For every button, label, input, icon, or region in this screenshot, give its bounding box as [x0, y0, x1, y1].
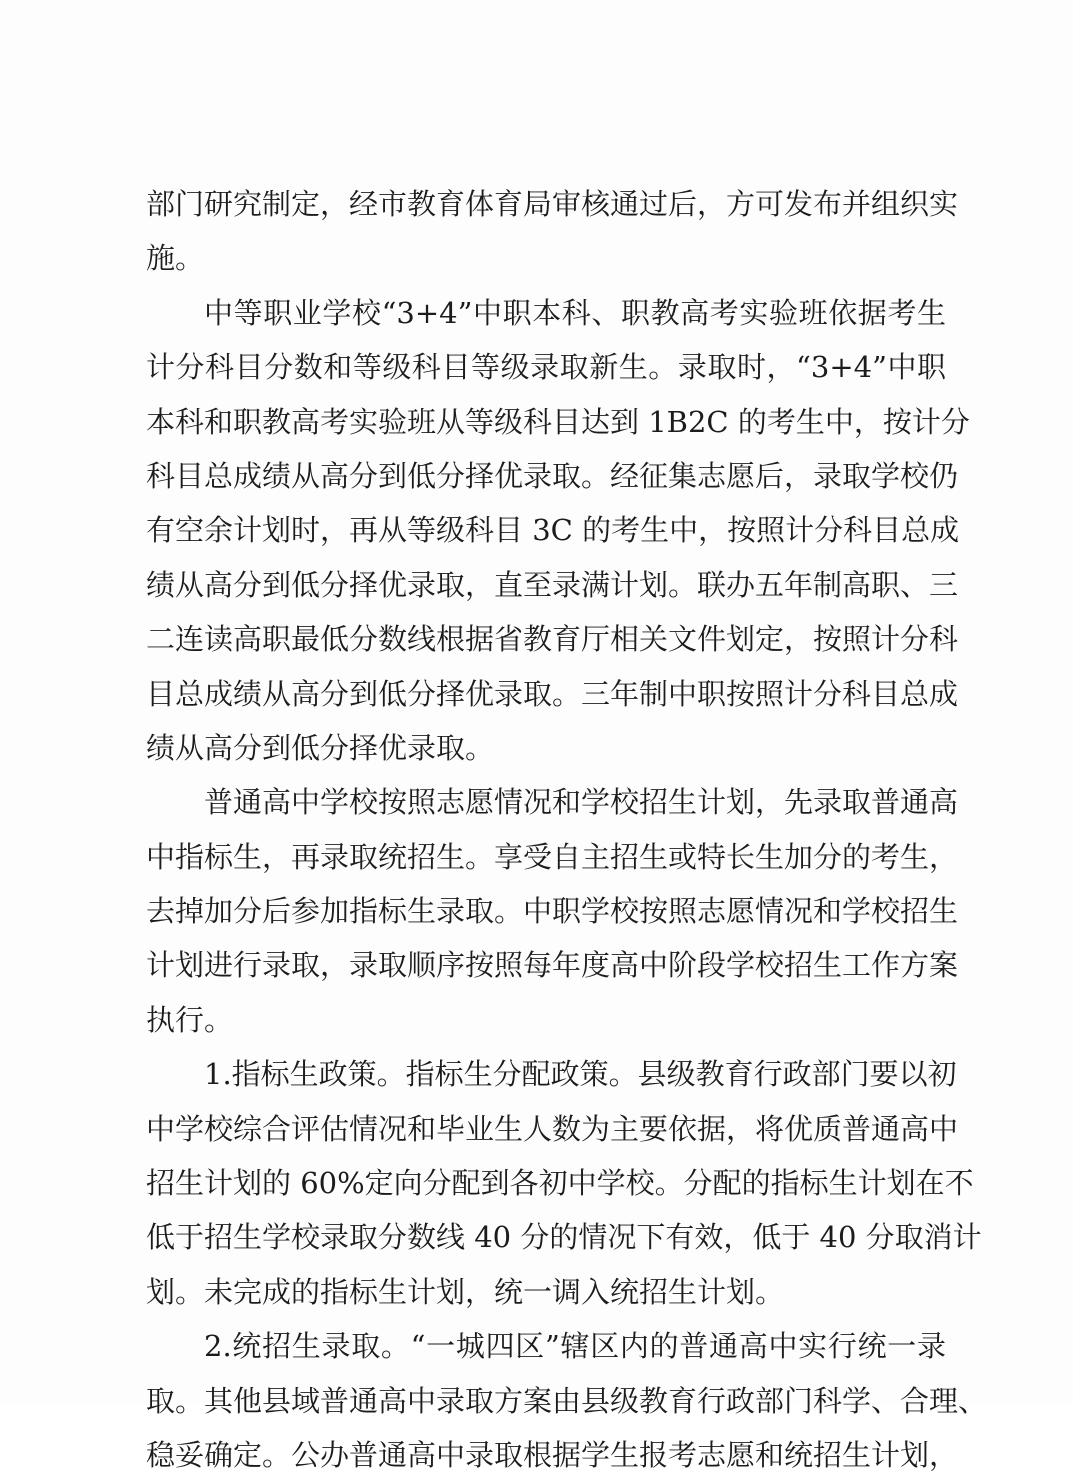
text-line: 划。未完成的指标生计划，统一调入统招生计划。 — [146, 1274, 785, 1309]
paragraph-first-line: 普通高中学校按照志愿情况和学校招生计划，先录取普通高 — [204, 785, 959, 820]
text-line: 执行。 — [146, 1002, 234, 1037]
text-line: 施。 — [146, 241, 205, 276]
paragraph-first-line: 1.指标生政策。指标生分配政策。县级教育行政部门要以初 — [204, 1057, 957, 1092]
text-line: 中指标生，再录取统招生。享受自主招生或特长生加分的考生， — [146, 839, 959, 874]
text-line: 取。其他县域普通高中录取方案由县级教育行政部门科学、合理、 — [146, 1383, 988, 1418]
text-line: 绩从高分到低分择优录取。 — [146, 730, 495, 765]
text-line: 绩从高分到低分择优录取，直至录满计划。联办五年制高职、三 — [146, 567, 959, 602]
text-line: 计划进行录取，录取顺序按照每年度高中阶段学校招生工作方案 — [146, 948, 959, 983]
document-body — [146, 177, 988, 1482]
text-line: 科目总成绩从高分到低分择优录取。经征集志愿后，录取学校仍 — [146, 458, 959, 493]
text-line: 有空余计划时，再从等级科目 3C 的考生中，按照计分科目总成 — [146, 513, 960, 548]
paragraph-first-line: 2.统招生录取。“一城四区”辖区内的普通高中实行统一录 — [204, 1329, 946, 1364]
paragraph-first-line: 中等职业学校“3+4”中职本科、职教高考实验班依据考生 — [204, 295, 946, 330]
text-line: 去掉加分后参加指标生录取。中职学校按照志愿情况和学校招生 — [146, 894, 959, 929]
text-line: 稳妥确定。公办普通高中录取根据学生报考志愿和统招生计划， — [146, 1437, 959, 1472]
text-line: 低于招生学校录取分数线 40 分的情况下有效，低于 40 分取消计 — [146, 1220, 982, 1255]
text-line: 计分科目分数和等级科目等级录取新生。录取时，“3+4”中职 — [146, 350, 946, 385]
text-line: 招生计划的 60%定向分配到各初中学校。分配的指标生计划在不 — [146, 1166, 974, 1201]
text-line: 目总成绩从高分到低分择优录取。三年制中职按照计分科目总成 — [146, 676, 959, 711]
text-line: 部门研究制定，经市教育体育局审核通过后，方可发布并组织实 — [146, 187, 959, 221]
text-line: 中学校综合评估情况和毕业生人数为主要依据，将优质普通高中 — [146, 1111, 959, 1146]
text-line: 二连读高职最低分数线根据省教育厅相关文件划定，按照计分科 — [146, 622, 959, 657]
text-line: 本科和职教高考实验班从等级科目达到 1B2C 的考生中，按计分 — [146, 404, 970, 439]
